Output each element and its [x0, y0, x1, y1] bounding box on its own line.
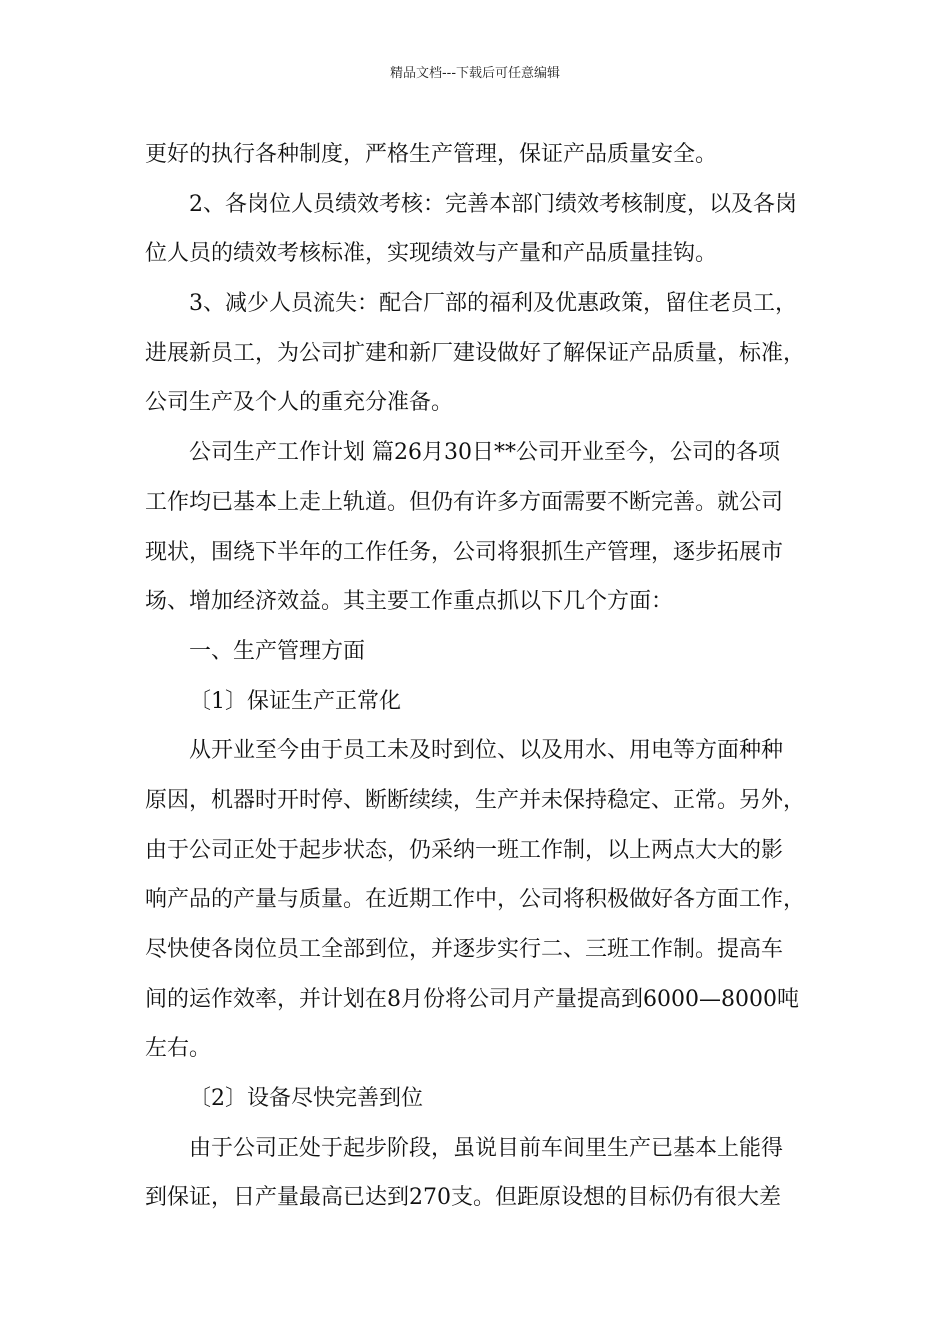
- paragraph-line: 响产品的产量与质量。在近期工作中，公司将积极做好各方面工作，: [145, 887, 806, 913]
- document-body: [145, 130, 810, 1223]
- paragraph-line: 更好的执行各种制度，严格生产管理，保证产品质量安全。: [145, 142, 718, 167]
- paragraph-line: 进展新员工，为公司扩建和新厂建设做好了解保证产品质量，标准，: [145, 340, 806, 366]
- section-heading: 一、生产管理方面: [189, 638, 366, 664]
- paragraph-line: 公司生产及个人的重充分准备。: [145, 390, 454, 416]
- paragraph-line: 由于公司正处于起步状态，仍采纳一班工作制，以上两点大大的影: [145, 837, 784, 863]
- paragraph-line: 左右。: [145, 1036, 212, 1062]
- paragraph-line: 从开业至今由于员工未及时到位、以及用水、用电等方面种种: [189, 738, 784, 764]
- paragraph-line: 到保证，日产量最高已达到270支。但距原设想的目标仍有很大差: [145, 1185, 781, 1211]
- paragraph-line: 2、各岗位人员绩效考核：完善本部门绩效考核制度，以及各岗: [189, 191, 797, 217]
- paragraph-line: 由于公司正处于起步阶段，虽说目前车间里生产已基本上能得: [189, 1135, 784, 1161]
- subsection-heading: 〔2〕设备尽快完善到位: [189, 1086, 423, 1112]
- paragraph-line: 间的运作效率，并计划在8月份将公司月产量提高到6000—8000吨: [145, 986, 799, 1012]
- paragraph-line: 位人员的绩效考核标准，实现绩效与产量和产品质量挂钩。: [145, 241, 718, 267]
- paragraph-line: 现状，围绕下半年的工作任务，公司将狠抓生产管理，逐步拓展市: [145, 539, 784, 565]
- page-header: 精品文档---下载后可任意编辑: [389, 66, 561, 81]
- paragraph-line: 原因，机器时开时停、断断续续，生产并未保持稳定、正常。另外，: [145, 787, 806, 813]
- paragraph-line: 工作均已基本上走上轨道。但仍有许多方面需要不断完善。就公司: [145, 489, 784, 515]
- paragraph-line: 公司生产工作计划 篇26月30日**公司开业至今，公司的各项: [189, 440, 780, 466]
- subsection-heading: 〔1〕保证生产正常化: [189, 688, 401, 714]
- paragraph-line: 场、增加经济效益。其主要工作重点抓以下几个方面：: [145, 589, 674, 615]
- paragraph-line: 3、减少人员流失：配合厂部的福利及优惠政策，留住老员工，: [189, 291, 797, 317]
- paragraph-line: 尽快使各岗位员工全部到位，并逐步实行二、三班工作制。提高车: [145, 937, 784, 962]
